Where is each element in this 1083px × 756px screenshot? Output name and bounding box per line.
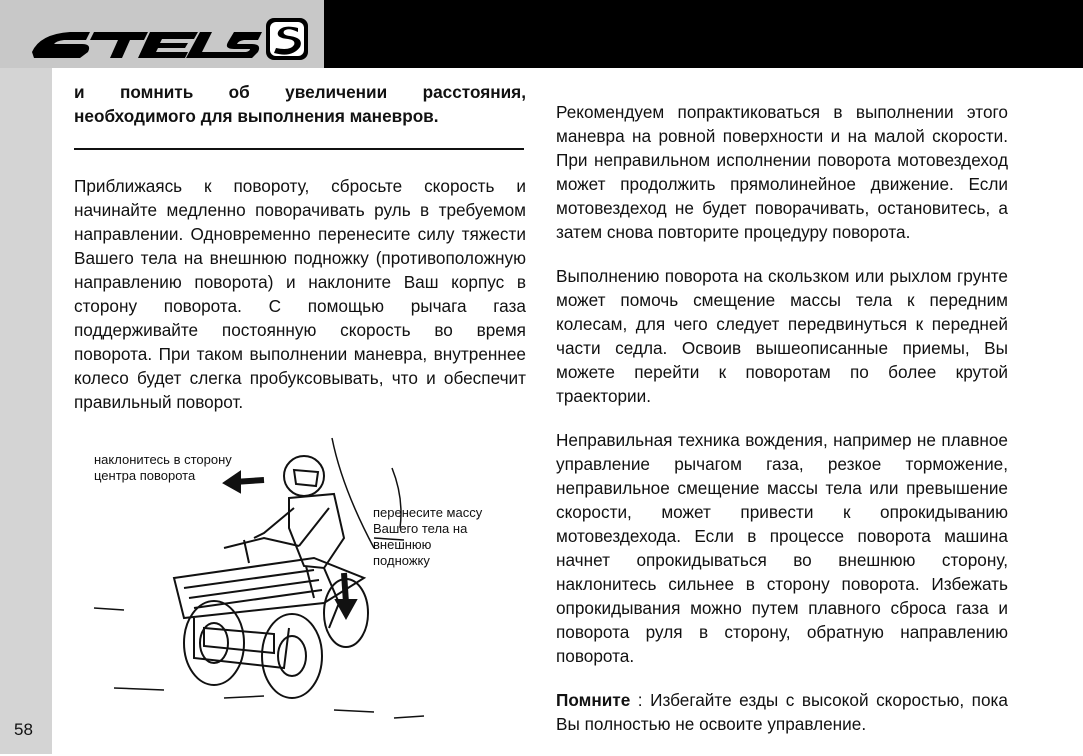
stels-logo: [30, 14, 310, 62]
right-paragraph-2: Выполнению поворота на скользком или рыхлом грунте может помочь смещение массы тела к передним колесам, для чего следует передвинуться к передней части седла. Освоив вышеописанные приемы, Вы можете перейти к поворотам по более крутой траектории.: [556, 266, 1008, 406]
lead-underline: [74, 148, 524, 150]
right-column: [556, 100, 1008, 756]
svg-text:STELS: STELS: [30, 14, 34, 15]
remember-note: [556, 688, 1008, 736]
header-black-band: [324, 0, 1083, 68]
caption-lean: наклонитесь в сторону центра поворота: [94, 452, 232, 483]
remember-label: Помните: [556, 690, 631, 710]
left-margin-strip: [0, 68, 52, 754]
left-column: [74, 80, 526, 434]
lead-text: и помнить об увеличении расстояния, необходимого для выполнения маневров.: [74, 82, 526, 126]
right-paragraph-1: Рекомендуем попрактиковаться в выполнении этого маневра на ровной поверхности и на малой скорости. При неправильном исполнении поворота мотовездеход может продолжить прямолинейное движение. Если мотовездеход не будет поворачивать, остановитесь, а затем снова повторите процедуру поворота.: [556, 102, 1008, 242]
right-paragraph-3: Неправильная техника вождения, например не плавное управление рычагом газа, резкое торможение, неправильное смещение массы тела или превышение скорости, может привести к опрокидыванию мотовездехода. Если в процессе поворота машина начнет опрокидываться во внешнюю сторону, наклонитесь сильнее в сторону поворота. Избежать опрокидывания можно путем плавного сброса газа и поворота руля в сторону, обратную направлению поворота.: [556, 430, 1008, 666]
caption-weight: перенесите массу Вашего тела на внешнюю подножку: [373, 505, 483, 568]
page-number: 58: [14, 720, 33, 739]
remember-text: : Избегайте езды с высокой скоростью, пока Вы полностью не освоите управление.: [556, 690, 1008, 734]
left-paragraph: Приближаясь к повороту, сбросьте скорость и начинайте медленно поворачивать руль в требуемом направлении. Одновременно перенесите силу тяжести Вашего тела на внешнюю подножку (противоположную направлению поворота) и наклоните Ваш корпус в сторону поворота. С помощью рычага газа поддерживайте постоянную скорость во время поворота. При таком выполнении маневра, внутреннее колесо будет слегка пробуксовывать, что и обеспечит правильный поворот.: [74, 176, 526, 412]
